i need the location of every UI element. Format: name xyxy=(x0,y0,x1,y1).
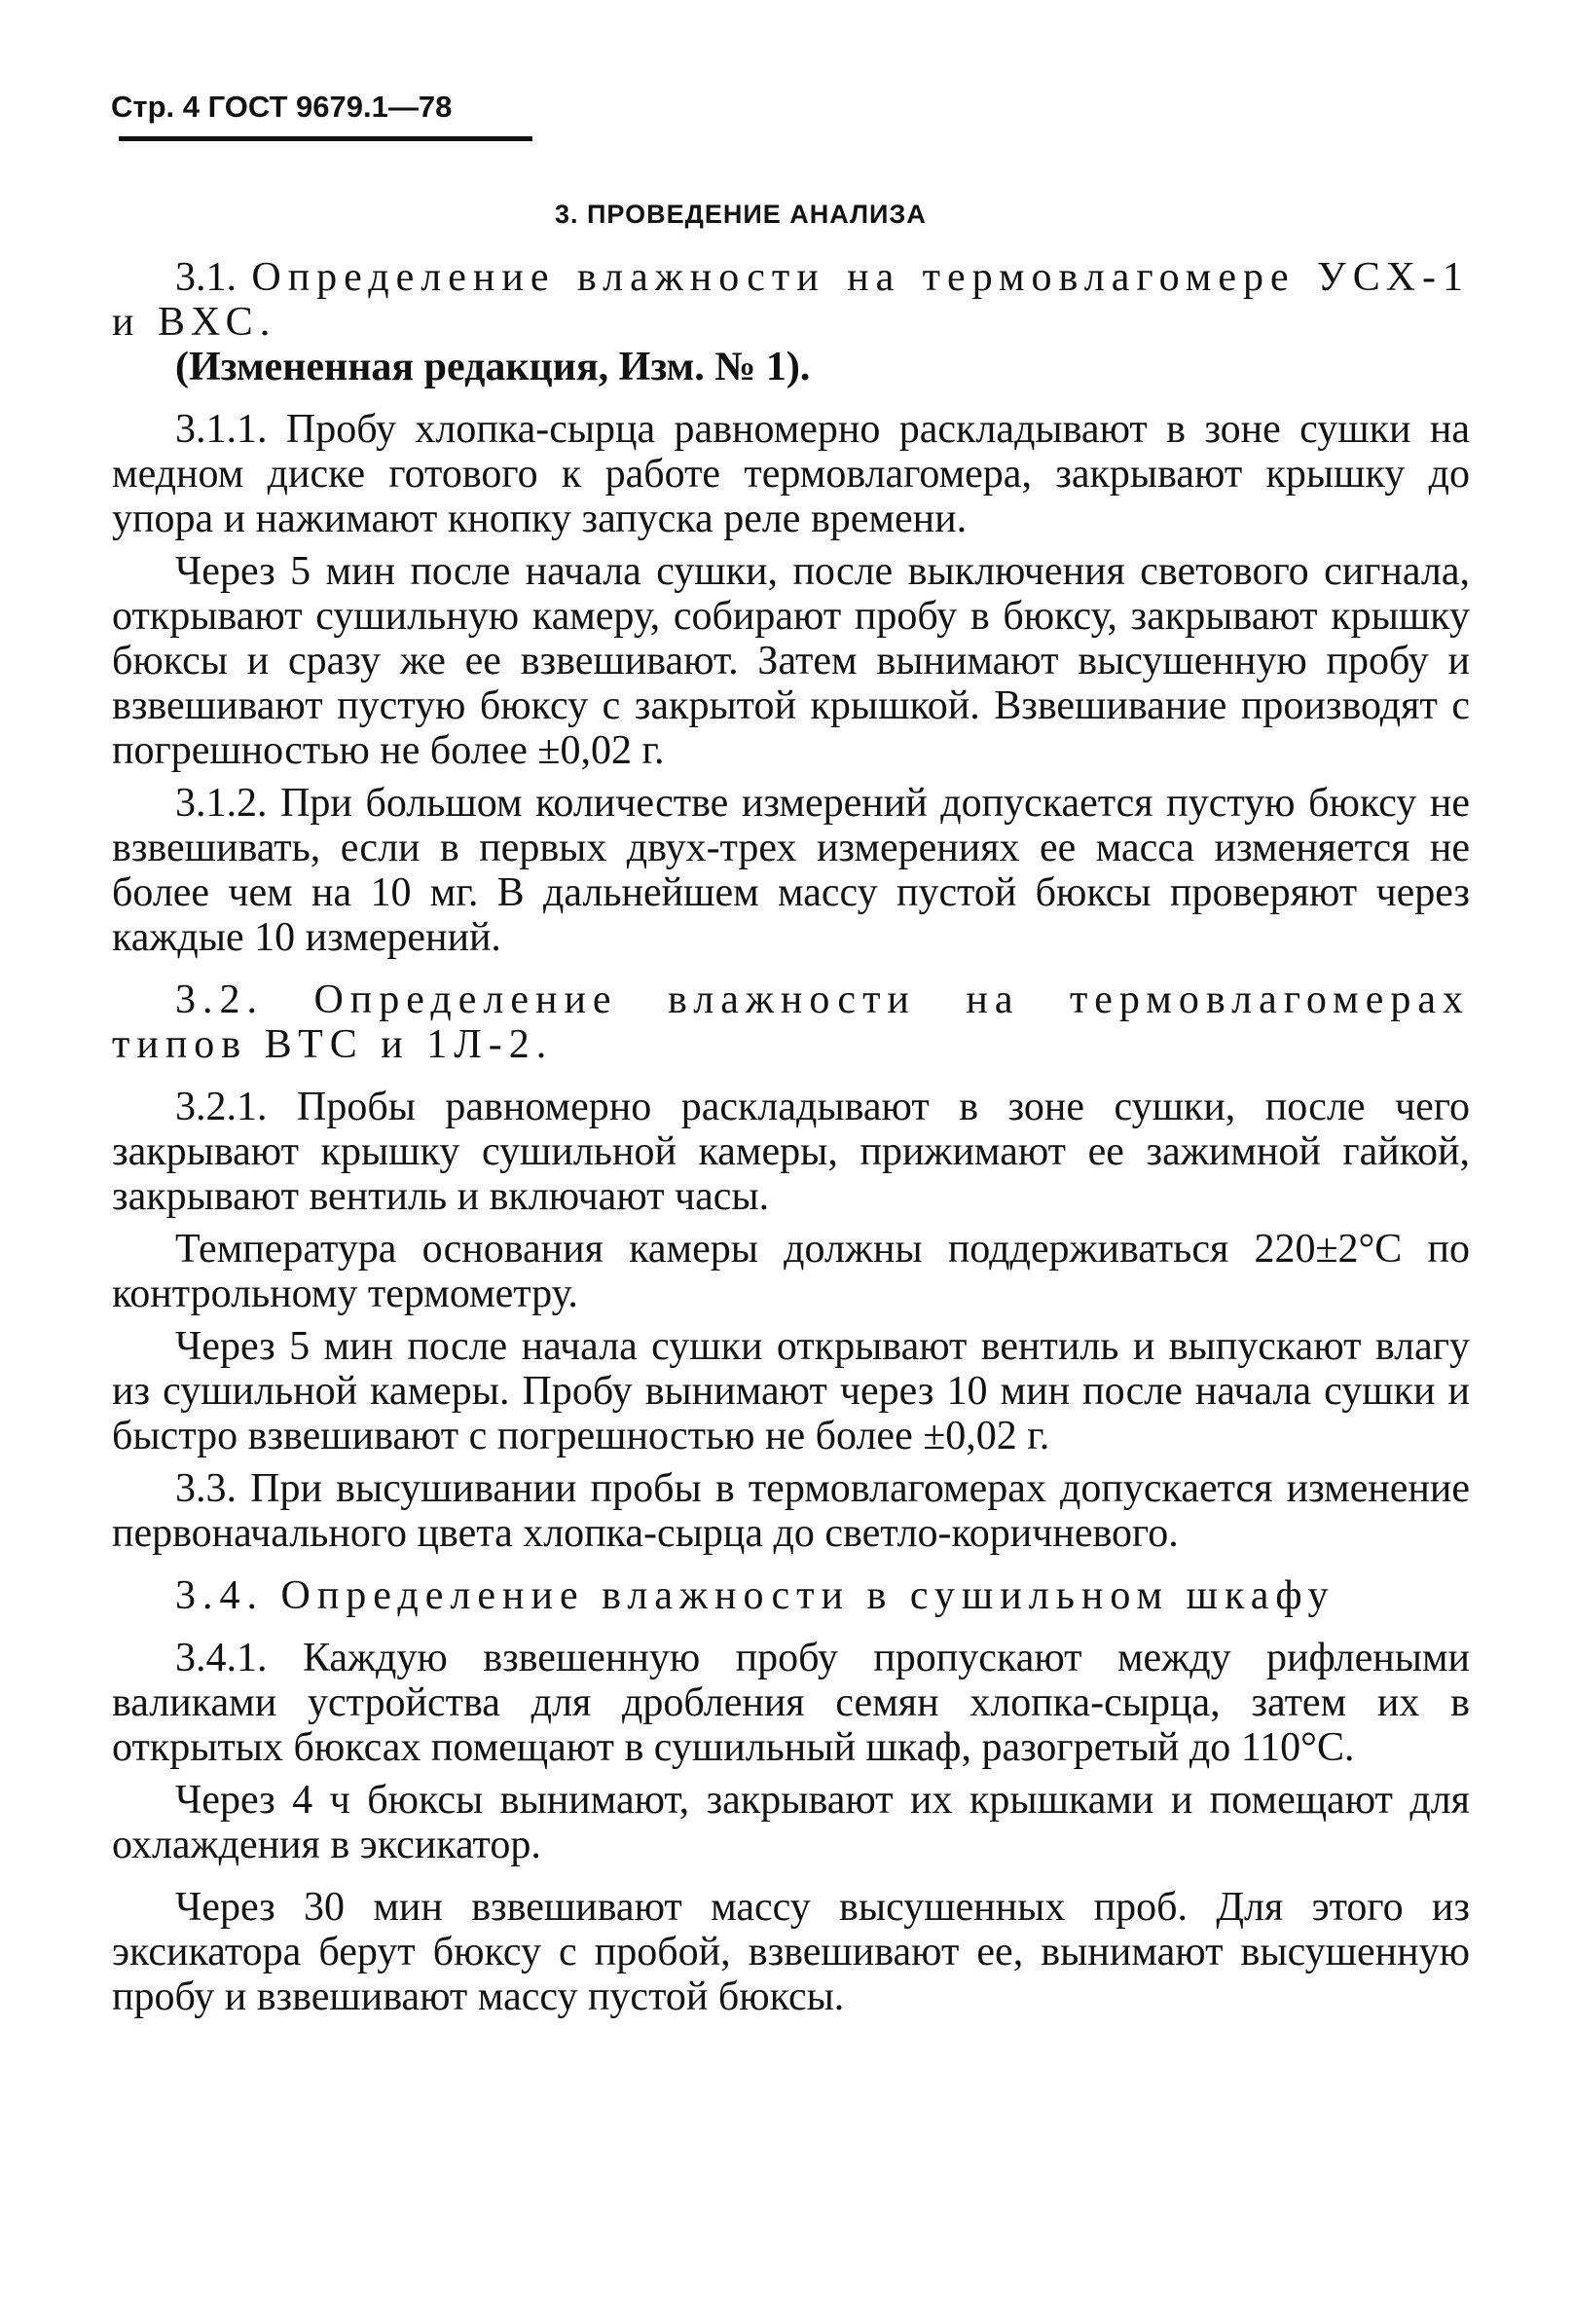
section-title: 3. ПРОВЕДЕНИЕ АНАЛИЗА xyxy=(555,200,927,229)
paragraph-3-4-1-continued: Через 4 ч бюксы вынимают, закрывают их крышками и помещают для охлаждения в эксикатор. xyxy=(112,1778,1470,1867)
section-3-1-heading xyxy=(112,255,1470,345)
paragraph-3-2-1: 3.2.1. Пробы равномерно раскладывают в зоне сушки, после чего закрывают крышку сушильной камеры, прижимают ее зажимной гайкой, закрывают вентиль и включают часы. xyxy=(112,1085,1470,1219)
paragraph-3-4-1: 3.4.1. Каждую взвешенную пробу пропускают между рифлеными валиками устройства для дробления семян хлопка-сырца, затем их в открытых бюксах помещают в сушильный шкаф, разогретый до 110°С. xyxy=(112,1636,1470,1770)
section-3-4-heading: 3.4. Определение влажности в сушильном шкафу xyxy=(175,1573,1335,1618)
paragraph-3-2-1-temperature: Температура основания камеры должны поддерживаться 220±2°С по контрольному термометру. xyxy=(112,1227,1470,1316)
section-3-1-title: Определение влажности на термовлагомере УСХ-1 и ВХС. xyxy=(112,255,1471,345)
paragraph-3-2-1-continued: Через 5 мин после начала сушки открывают вентиль и выпускают влагу из сушильной камеры. Пробу вынимают через 10 мин после начала сушки и быстро взвешивают с погрешностью не более ±0,02 г. xyxy=(112,1324,1470,1458)
paragraph-3-1-2: 3.1.2. При большом количестве измерений допускается пустую бюксу не взвешивать, если в первых двух-трех измерениях ее масса изменяется не более чем на 10 мг. В дальнейшем массу пустой бюксы проверяют через каждые 10 измерений. xyxy=(112,781,1470,960)
paragraph-3-4-1-weighing: Через 30 мин взвешивают массу высушенных проб. Для этого из эксикатора берут бюксу с пробой, взвешивают ее, вынимают высушенную пробу и взвешивают массу пустой бюксы. xyxy=(112,1885,1470,2019)
section-3-1-number: 3.1. xyxy=(175,255,237,300)
paragraph-3-1-1-continued: Через 5 мин после начала сушки, после выключения светового сигнала, открывают сушильную камеру, собирают пробу в бюксу, закрывают крышку бюксы и сразу же ее взвешивают. Затем вынимают высушенную пробу и взвешивают пустую бюксу с закрытой крышкой. Взвешивание производят с погрешностью не более ±0,02 г. xyxy=(112,549,1470,773)
paragraph-3-1-1: 3.1.1. Пробу хлопка-сырца равномерно раскладывают в зоне сушки на медном диске готового к работе термовлагомера, закрывают крышку до упора и нажимают кнопку запуска реле времени. xyxy=(112,407,1470,541)
section-3-2-heading: 3.2. Определение влажности на термовлагомерах типов ВТС и 1Л-2. xyxy=(112,978,1470,1067)
header-rule xyxy=(119,136,532,141)
document-body xyxy=(112,255,1470,2019)
paragraph-3-3: 3.3. При высушивании пробы в термовлагомерах допускается изменение первоначального цвета хлопка-сырца до светло-коричневого. xyxy=(112,1466,1470,1556)
amendment-note: (Измененная редакция, Изм. № 1). xyxy=(175,345,811,389)
page-header: Стр. 4 ГОСТ 9679.1—78 xyxy=(111,90,453,124)
